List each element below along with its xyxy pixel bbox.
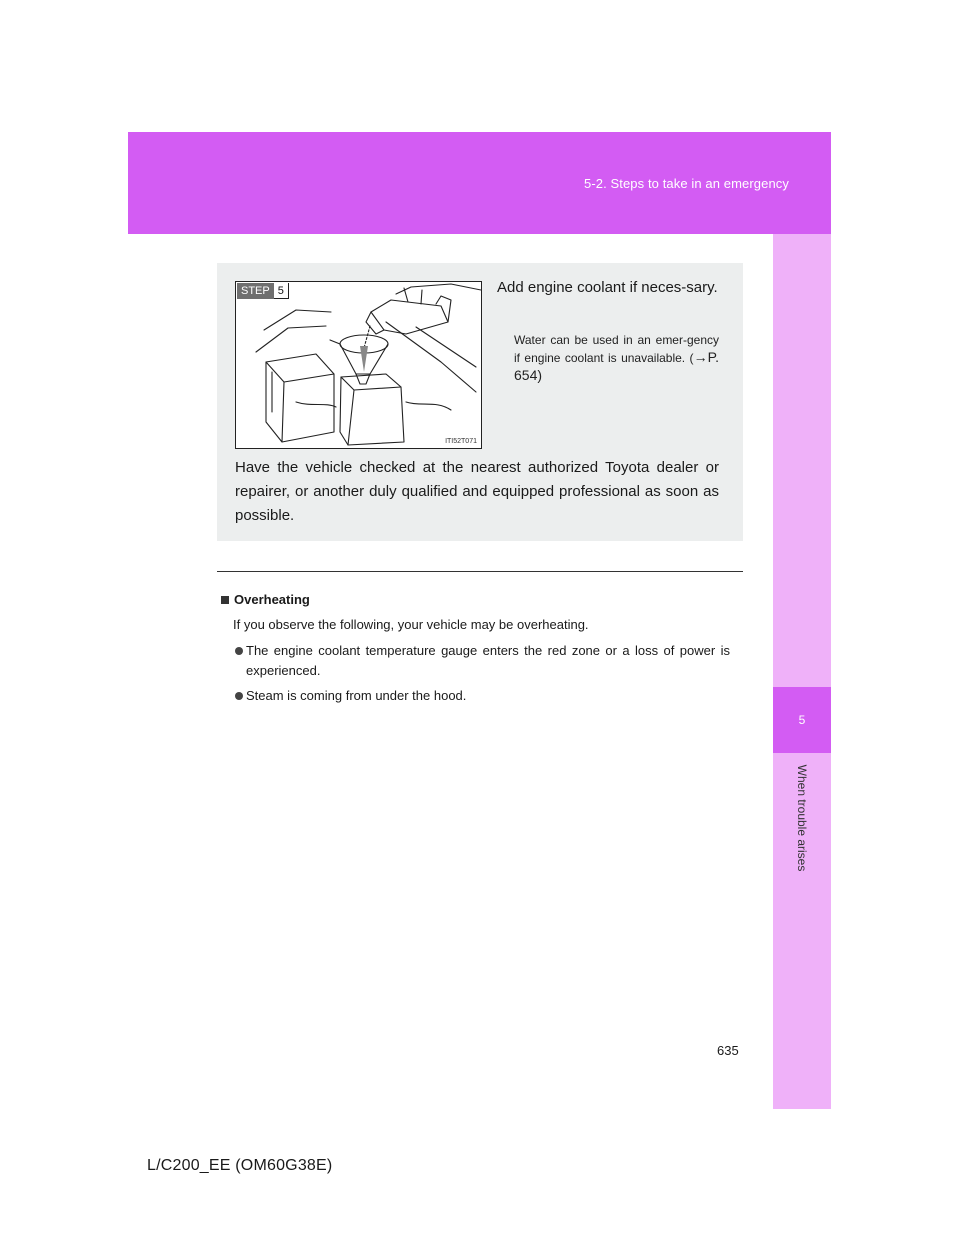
closing-paragraph: Have the vehicle checked at the nearest authorized Toyota dealer or repairer, or another duly qualified and equipped professional as soon as possible.	[235, 459, 719, 524]
step-instruction: Add engine coolant if neces-sary.	[497, 279, 718, 296]
step-badge-number: 5	[274, 283, 289, 299]
overheating-heading-text: Overheating	[234, 592, 310, 607]
overheating-heading	[221, 592, 310, 607]
bullet-dot-icon	[235, 692, 243, 700]
chapter-side-tab	[773, 234, 831, 1109]
list-item	[235, 686, 730, 706]
bullet-dot-icon	[235, 647, 243, 655]
header-band	[128, 132, 831, 234]
step-badge-word: STEP	[237, 283, 274, 299]
step-badge	[237, 283, 289, 299]
coolant-illustration	[235, 281, 482, 449]
list-item	[235, 641, 730, 681]
footer-code: L/C200_EE (OM60G38E)	[147, 1157, 333, 1174]
step-note	[514, 332, 719, 385]
page-reference: →P. 654)	[514, 349, 719, 383]
list-item-text: The engine coolant temperature gauge enters the red zone or a loss of power is experienced.	[246, 643, 730, 678]
chapter-label: When trouble arises	[795, 764, 809, 872]
section-divider	[217, 571, 743, 572]
overheating-intro: If you observe the following, your vehicle may be overheating.	[233, 617, 589, 632]
list-item-text: Steam is coming from under the hood.	[246, 688, 467, 703]
step-note-text: Water can be used in an emer-gency if engine coolant is unavailable. (	[514, 333, 719, 365]
section-title: 5-2. Steps to take in an emergency	[583, 176, 789, 191]
chapter-number: 5	[773, 687, 831, 753]
page-number: 635	[717, 1043, 739, 1058]
illustration-code: ITI52T071	[445, 438, 477, 445]
square-bullet-icon	[221, 596, 229, 604]
coolant-pouring-drawing	[236, 282, 481, 448]
